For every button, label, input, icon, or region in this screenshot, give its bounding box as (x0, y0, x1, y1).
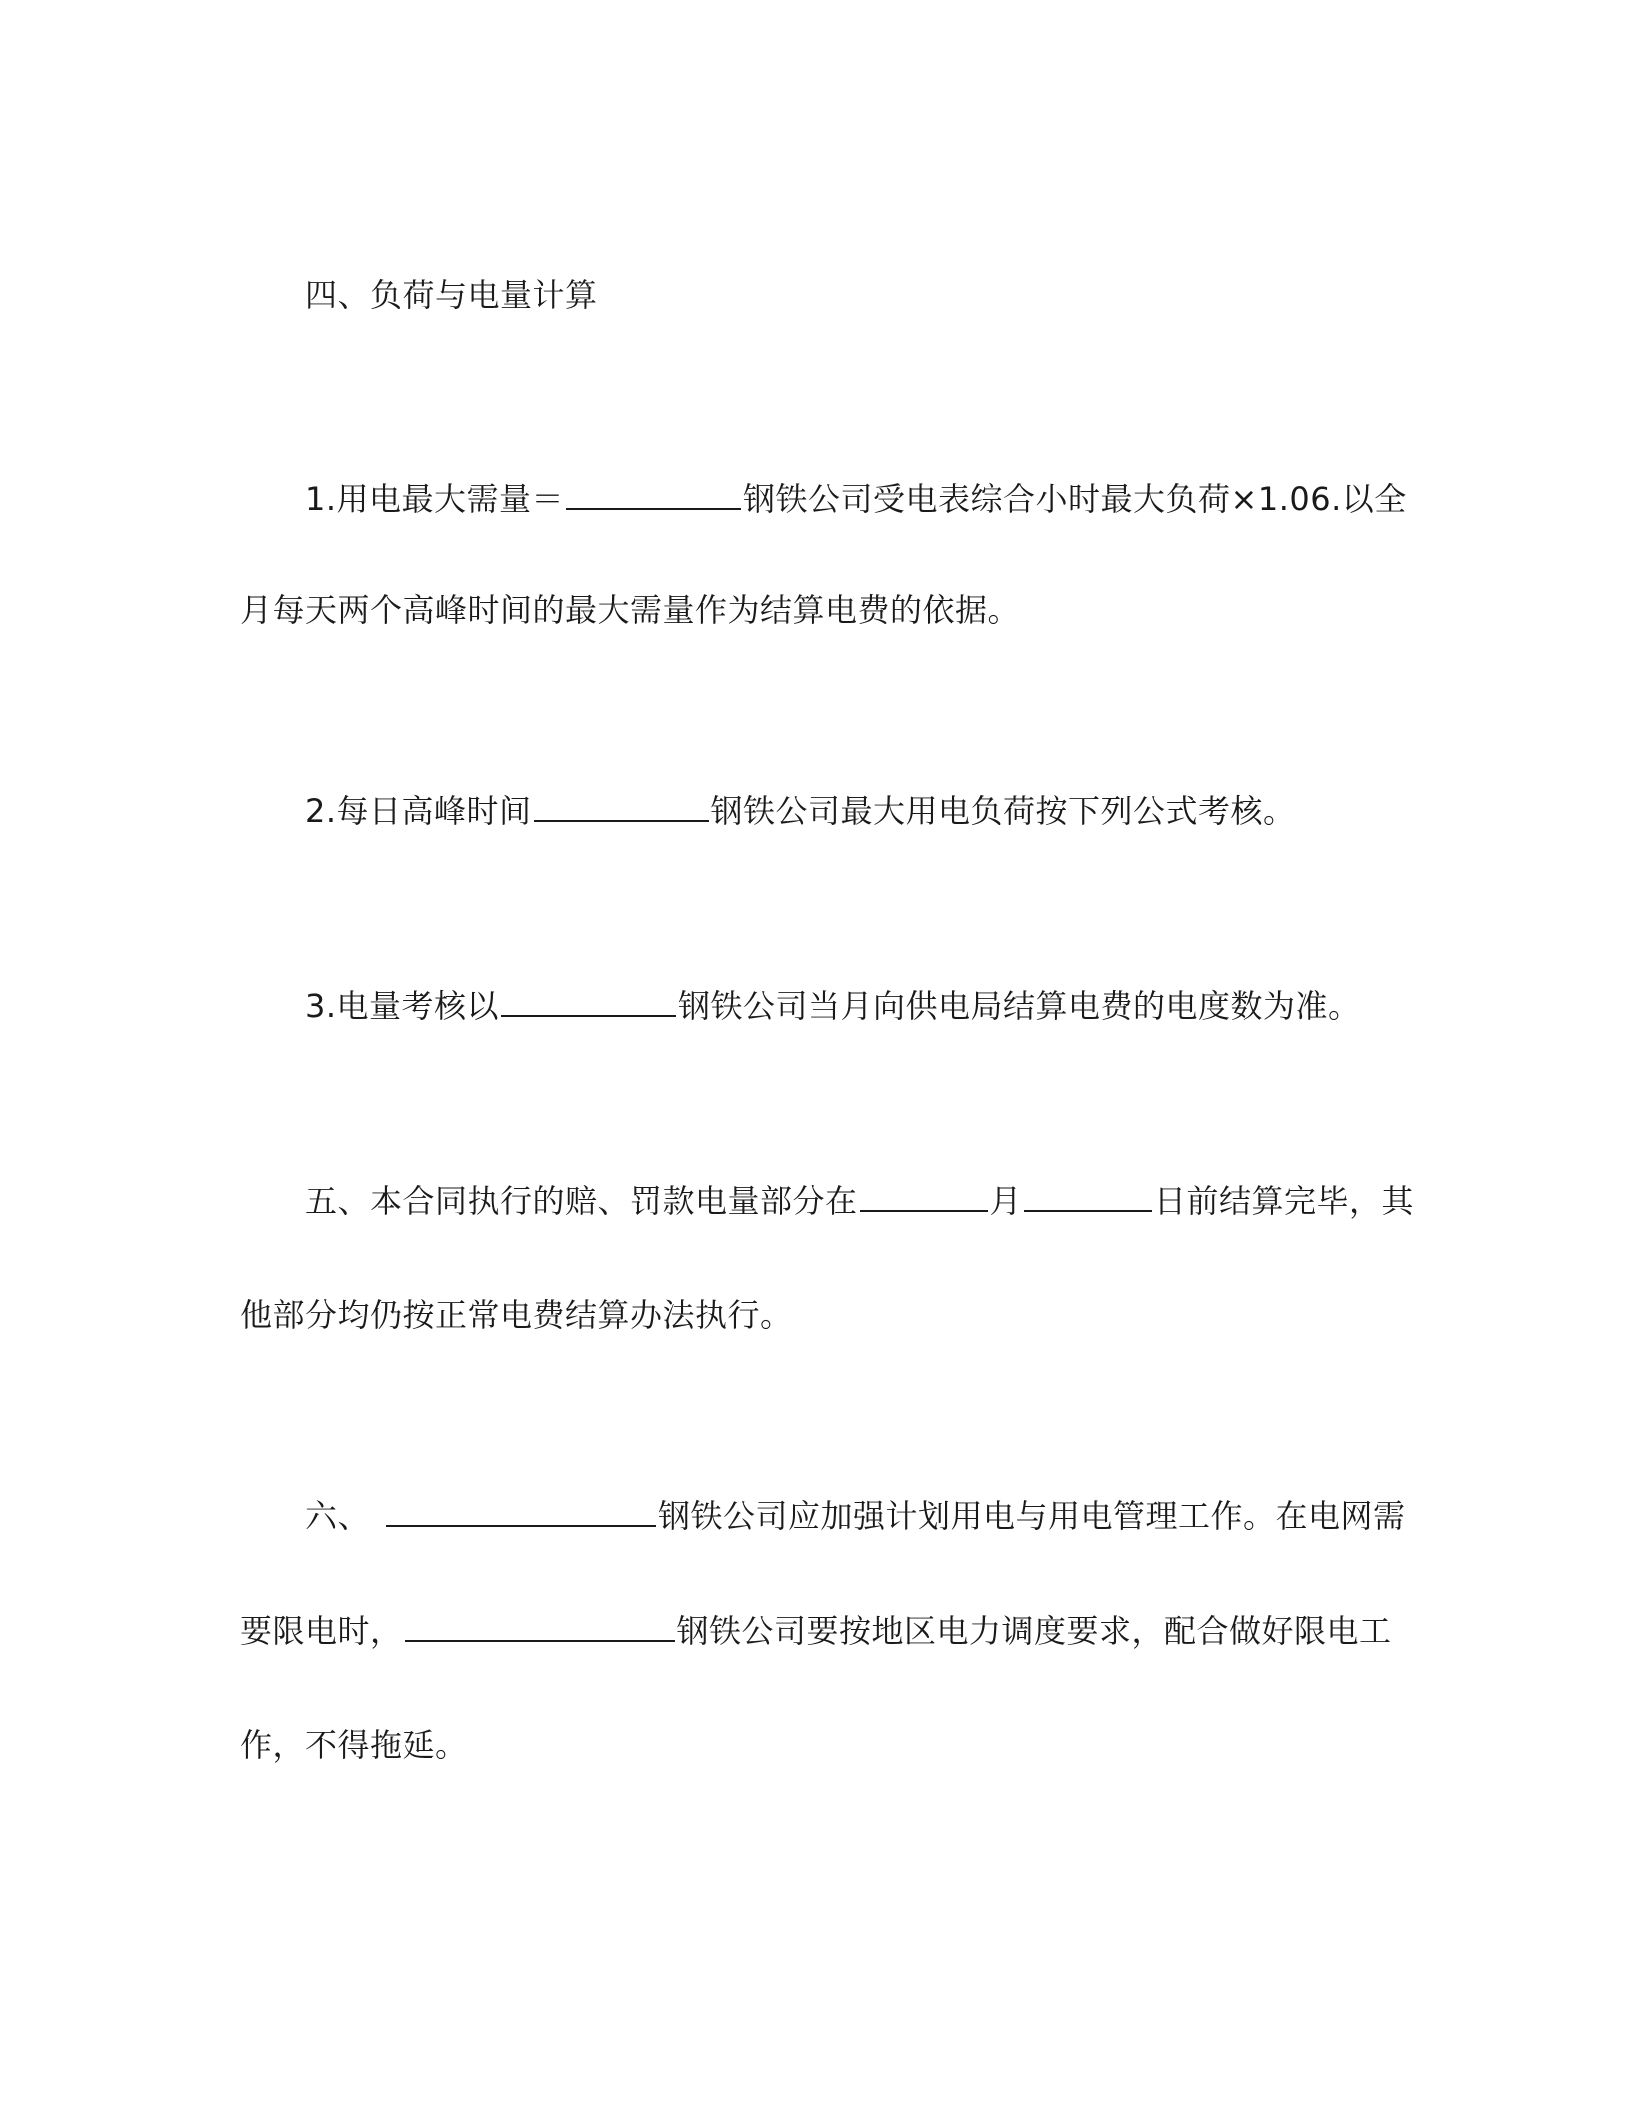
section-6-line-1 (305, 1495, 1406, 1536)
section-6-line-2-prefix: 要限电时， (240, 1612, 403, 1650)
section-6-line-2 (240, 1610, 1392, 1651)
item-1-suffix: 钢铁公司受电表综合小时最大负荷×1.06.以全 (743, 480, 1407, 518)
blank-field (386, 1495, 656, 1527)
item-3-prefix: 3.电量考核以 (305, 987, 500, 1025)
section-5-day-suffix: 日前结算完毕，其 (1154, 1182, 1415, 1220)
section-6-line-3: 作，不得拖延。 (240, 1726, 468, 1764)
section-5-prefix: 五、本合同执行的赔、罚款电量部分在 (305, 1182, 858, 1220)
item-1-line-1 (305, 478, 1407, 519)
item-2 (305, 790, 1296, 831)
month-label: 月 (989, 1182, 1023, 1220)
blank-field-month (860, 1180, 988, 1212)
item-2-prefix: 2.每日高峰时间 (305, 792, 532, 830)
section-5-line-1 (305, 1180, 1414, 1221)
blank-field-day (1024, 1180, 1152, 1212)
item-3 (305, 985, 1361, 1026)
blank-field (566, 478, 741, 510)
section-4-heading: 四、负荷与电量计算 (305, 276, 598, 314)
item-2-suffix: 钢铁公司最大用电负荷按下列公式考核。 (710, 792, 1296, 830)
section-6-prefix: 六、 (305, 1497, 371, 1535)
blank-field (405, 1610, 675, 1642)
blank-field (501, 985, 676, 1017)
blank-field (534, 790, 709, 822)
item-3-suffix: 钢铁公司当月向供电局结算电费的电度数为准。 (678, 987, 1361, 1025)
section-6-line-2-suffix: 钢铁公司要按地区电力调度要求，配合做好限电工 (676, 1612, 1392, 1650)
section-6-suffix: 钢铁公司应加强计划用电与用电管理工作。在电网需 (658, 1497, 1406, 1535)
item-1-prefix: 1.用电最大需量＝ (305, 480, 565, 518)
section-5-line-2: 他部分均仍按正常电费结算办法执行。 (240, 1296, 793, 1334)
item-1-line-2: 月每天两个高峰时间的最大需量作为结算电费的依据。 (240, 591, 1021, 629)
